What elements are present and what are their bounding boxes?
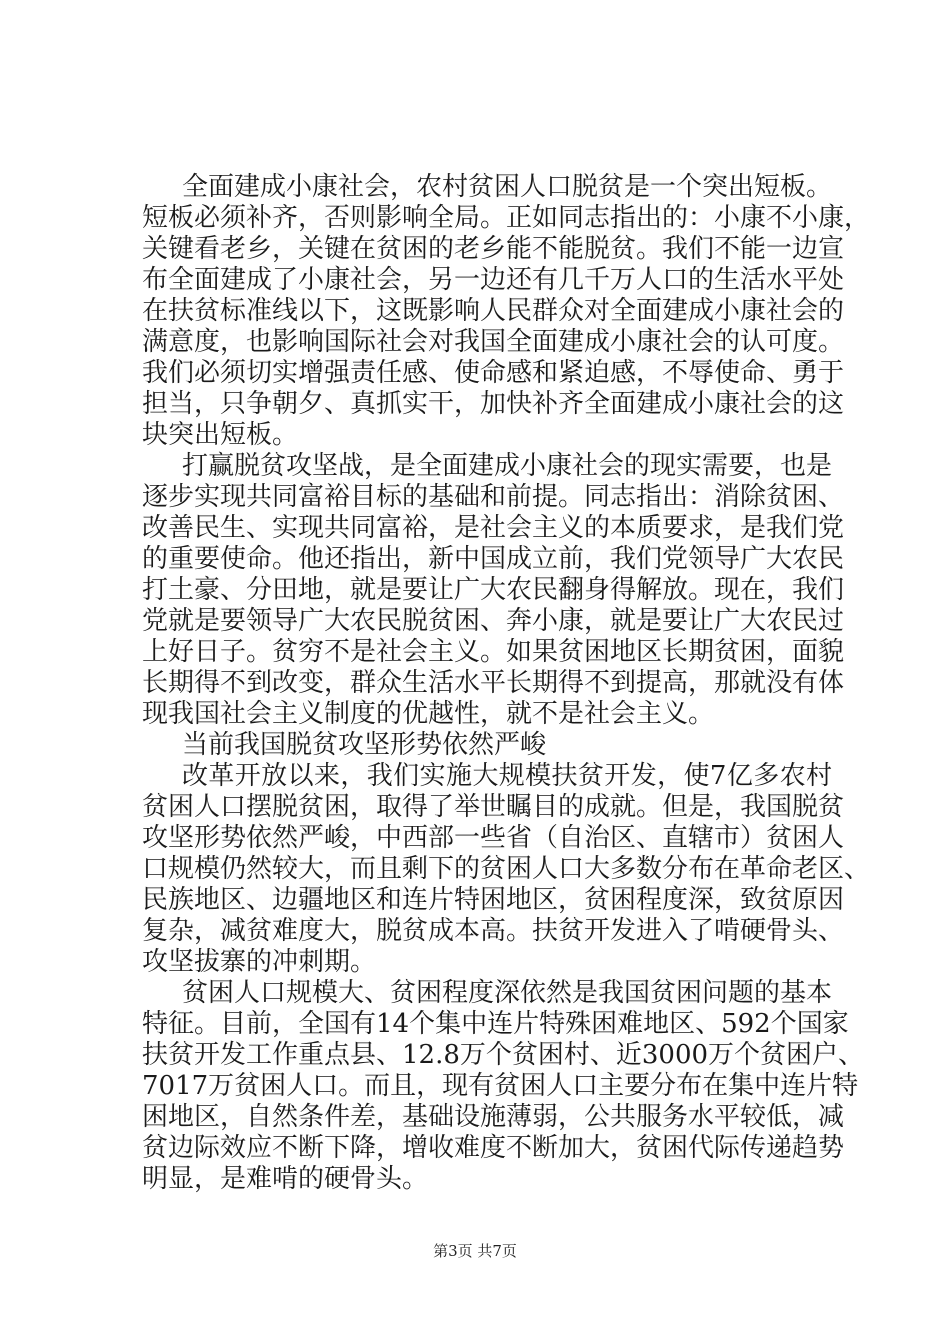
- text-line: 扶贫开发工作重点县、12.8万个贫困村、近3000万个贫困户、: [142, 1040, 865, 1070]
- text-line: 改善民生、实现共同富裕，是社会主义的本质要求，是我们党: [142, 513, 845, 543]
- text-line: 改革开放以来，我们实施大规模扶贫开发，使7亿多农村: [182, 761, 832, 791]
- paragraph-2: [142, 451, 845, 730]
- page-footer: [0, 1241, 950, 1261]
- text-line: 布全面建成了小康社会，另一边还有几千万人口的生活水平处: [142, 265, 845, 295]
- text-line: 我们必须切实增强责任感、使命感和紧迫感，不辱使命、勇于: [142, 358, 845, 388]
- section-heading: [142, 730, 832, 761]
- text-line: 块突出短板。: [142, 420, 299, 450]
- text-line: 贫困人口规模大、贫困程度深依然是我国贫困问题的基本: [182, 978, 833, 1008]
- text-line: 打土豪、分田地，就是要让广大农民翻身得解放。现在，我们: [142, 575, 845, 605]
- text-line: 上好日子。贫穷不是社会主义。如果贫困地区长期贫困，面貌: [142, 637, 845, 667]
- body-text: [142, 172, 871, 1195]
- page-number: 第3页 共7页: [433, 1242, 517, 1260]
- text-line: 短板必须补齐，否则影响全局。正如同志指出的：小康不小康，: [142, 203, 871, 233]
- text-line: 打赢脱贫攻坚战，是全面建成小康社会的现实需要，也是: [182, 451, 833, 481]
- heading-line: 当前我国脱贫攻坚形势依然严峻: [182, 730, 547, 760]
- text-line: 满意度，也影响国际社会对我国全面建成小康社会的认可度。: [142, 327, 845, 357]
- text-line: 攻坚拔寨的冲刺期。: [142, 947, 377, 977]
- text-line: 现我国社会主义制度的优越性，就不是社会主义。: [142, 699, 715, 729]
- text-line: 明显，是难啃的硬骨头。: [142, 1164, 429, 1194]
- text-line: 7017万贫困人口。而且，现有贫困人口主要分布在集中连片特: [142, 1071, 859, 1101]
- text-line: 逐步实现共同富裕目标的基础和前提。同志指出：消除贫困、: [142, 482, 845, 512]
- text-line: 困地区，自然条件差，基础设施薄弱，公共服务水平较低，减: [142, 1102, 845, 1132]
- paragraph-1: [142, 172, 871, 451]
- text-line: 复杂，减贫难度大，脱贫成本高。扶贫开发进入了啃硬骨头、: [142, 916, 845, 946]
- text-line: 民族地区、边疆地区和连片特困地区，贫困程度深，致贫原因: [142, 885, 845, 915]
- text-line: 口规模仍然较大，而且剩下的贫困人口大多数分布在革命老区、: [142, 854, 871, 884]
- paragraph-3: [142, 761, 871, 978]
- text-line: 的重要使命。他还指出，新中国成立前，我们党领导广大农民: [142, 544, 845, 574]
- text-line: 在扶贫标准线以下，这既影响人民群众对全面建成小康社会的: [142, 296, 845, 326]
- text-line: 关键看老乡，关键在贫困的老乡能不能脱贫。我们不能一边宣: [142, 234, 845, 264]
- text-line: 党就是要领导广大农民脱贫困、奔小康，就是要让广大农民过: [142, 606, 845, 636]
- text-line: 贫困人口摆脱贫困，取得了举世瞩目的成就。但是，我国脱贫: [142, 792, 845, 822]
- text-line: 贫边际效应不断下降，增收难度不断加大，贫困代际传递趋势: [142, 1133, 845, 1163]
- text-line: 长期得不到改变，群众生活水平长期得不到提高，那就没有体: [142, 668, 845, 698]
- text-line: 攻坚形势依然严峻，中西部一些省（自治区、直辖市）贫困人: [142, 823, 845, 853]
- text-line: 担当，只争朝夕、真抓实干，加快补齐全面建成小康社会的这: [142, 389, 845, 419]
- paragraph-4: [142, 978, 865, 1195]
- text-line: 特征。目前，全国有14个集中连片特殊困难地区、592个国家: [142, 1009, 849, 1039]
- text-line: 全面建成小康社会，农村贫困人口脱贫是一个突出短板。: [182, 172, 833, 202]
